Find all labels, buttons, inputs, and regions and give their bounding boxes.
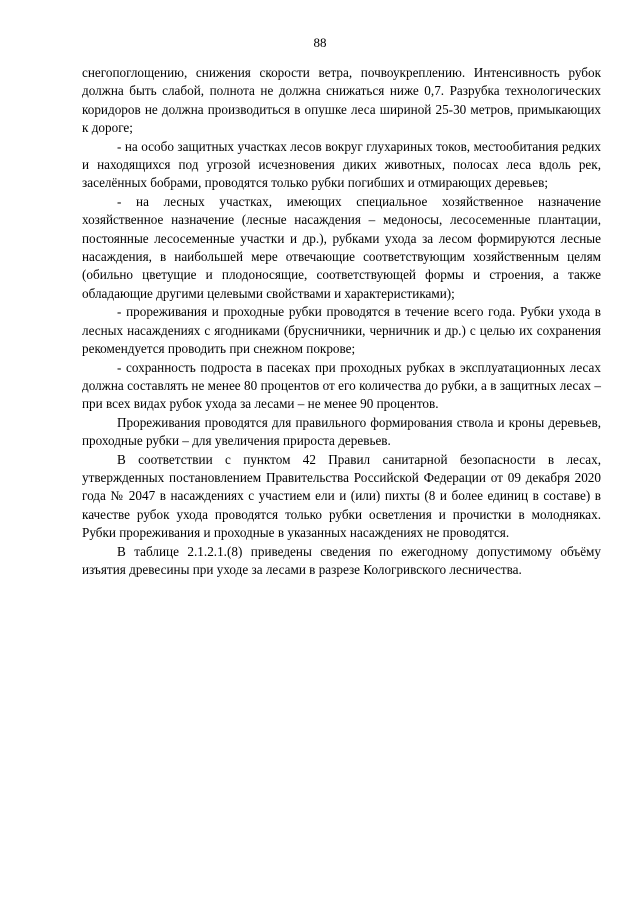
document-body — [82, 64, 601, 579]
paragraph: снегопоглощению, снижения скорости ветра, почвоукреплению. Интенсивность рубок должна быть слабой, полнота не должна снижаться ниже 0,7. Разрубка технологических коридоров не должна производиться в опушке леса шириной 25-30 метров, примыкающих к дороге; — [82, 65, 601, 136]
paragraph: - на особо защитных участках лесов вокруг глухариных токов, местообитания редких и находящихся под угрозой исчезновения диких животных, полосах леса вдоль рек, заселённых бобрами, проводятся только рубки погибших и отмирающих деревьев; — [82, 138, 601, 191]
paragraph: - сохранность подроста в пасеках при проходных рубках в эксплуатационных лесах должна составлять не менее 80 процентов от его количества до рубки, а в защитных лесах – при всех видах рубок ухода за лесами – не менее 90 процентов. — [82, 359, 601, 412]
paragraph: - прореживания и проходные рубки проводятся в течение всего года. Рубки ухода в лесных насаждениях с ягодниками (брусничники, черничник и др.) с целью их сохранения рекомендуется проводить при снежном покрове; — [82, 304, 601, 357]
page-number: 88 — [313, 35, 327, 50]
paragraph: В соответствии с пунктом 42 Правил санитарной безопасности в лесах, утвержденных постановлением Правительства Российской Федерации от 09 декабря 2020 года № 2047 в насаждениях с участием ели и (или) пихты (8 и более единиц в составе) в качестве рубок ухода проводятся только рубки осветления и прочистки в молодняках. Рубки прореживания и проходные в указанных насаждениях не проводятся. — [82, 451, 601, 541]
paragraph: В таблице 2.1.2.1.(8) приведены сведения по ежегодному допустимому объёму изъятия древесины при уходе за лесами в разрезе Кологривского лесничества. — [82, 543, 601, 577]
paragraph: - на лесных участках, имеющих специальное хозяйственное назначение хозяйственное назначение (лесные насаждения – медоносы, лесосеменные плантации, постоянные лесосеменные участки и др.), рубками ухода за лесом формируются лесные насаждения, в наибольшей мере отвечающие соответствующим хозяйственным целям (обильно цветущие и плодоносящие, соответствующей формы и строения, а также обладающие другими целевыми свойствами и характеристиками); — [82, 193, 601, 301]
paragraph: Прореживания проводятся для правильного формирования ствола и кроны деревьев, проходные рубки – для увеличения прироста деревьев. — [82, 414, 601, 449]
